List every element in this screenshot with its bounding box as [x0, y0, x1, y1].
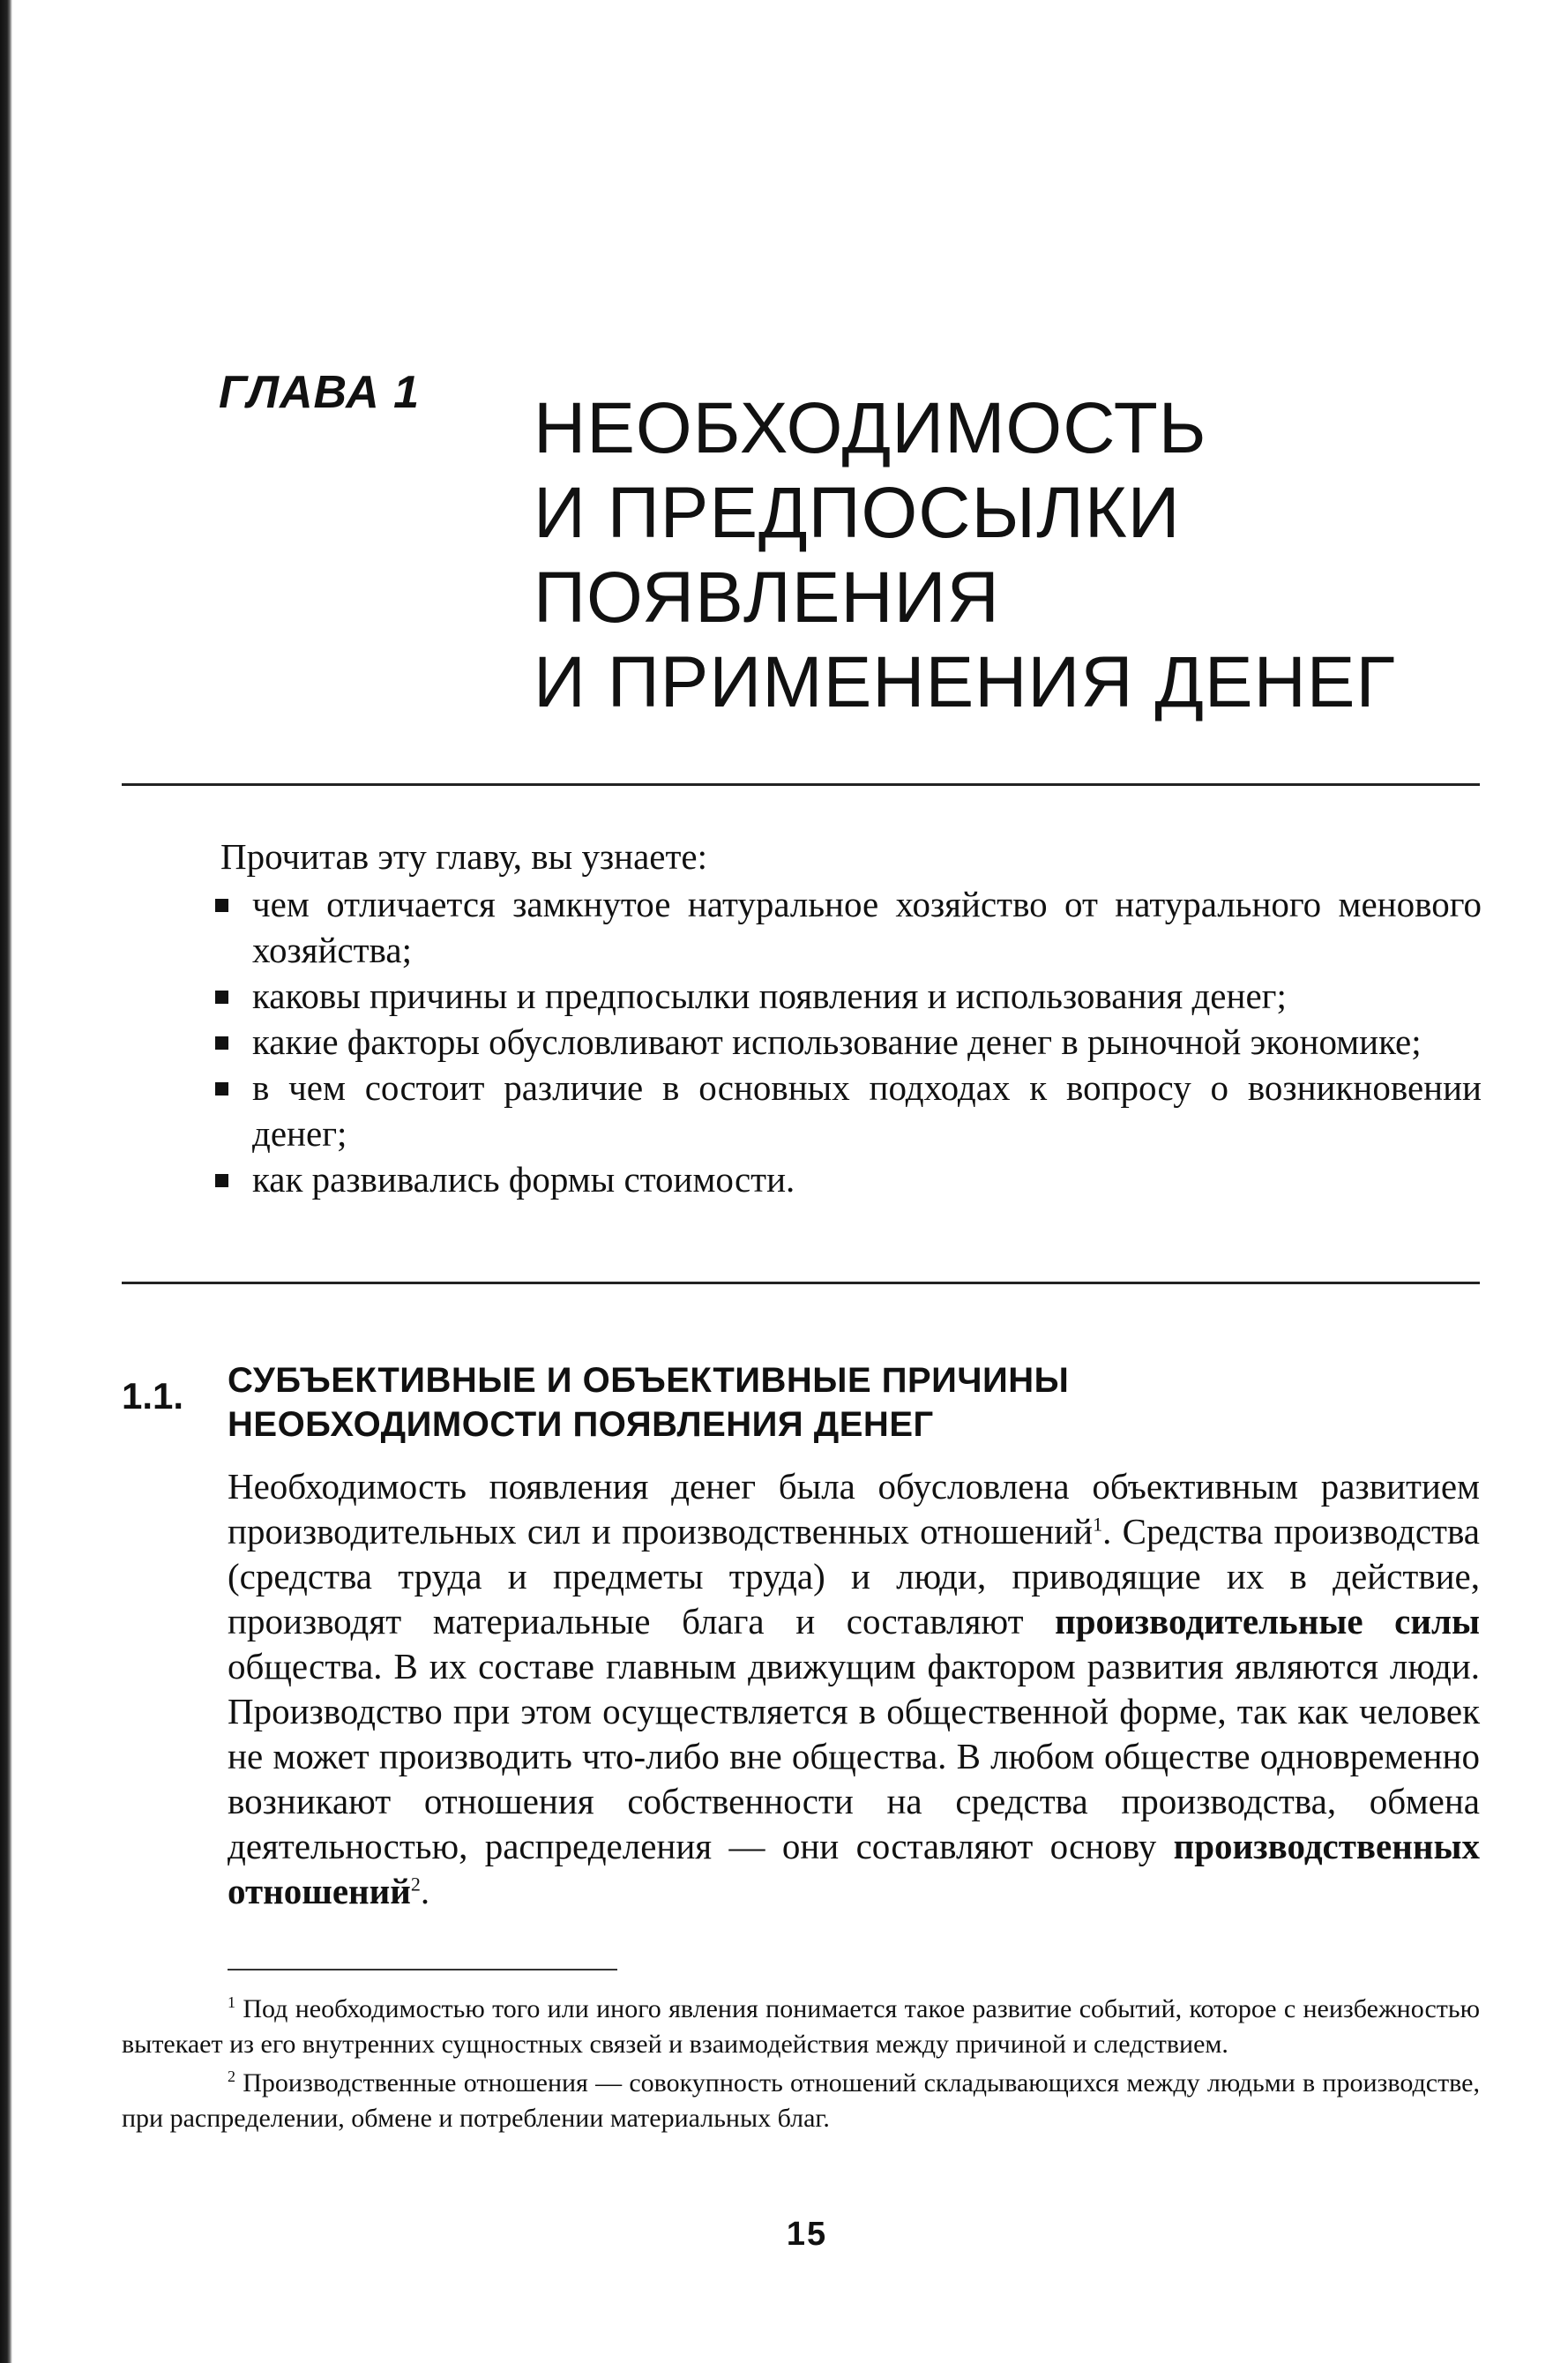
- learning-item: [213, 1156, 1482, 1202]
- key-term: производственных отношений: [228, 1826, 1480, 1911]
- learning-item-text: как развивались формы стоимости.: [252, 1159, 795, 1200]
- chapter-title-line: ПОЯВЛЕНИЯ: [534, 557, 1000, 638]
- section-heading-line: НЕОБХОДИМОСТИ ПОЯВЛЕНИЯ ДЕНЕГ: [228, 1405, 934, 1444]
- square-bullet-icon: [215, 1036, 228, 1050]
- footnote: [122, 1992, 1480, 2062]
- chapter-title-line: И ПРЕДПОСЫЛКИ: [534, 473, 1181, 553]
- square-bullet-icon: [215, 991, 228, 1004]
- learning-item-text: чем отличается замкнутое натуральное хозяйство от натурального менового хозяйства;: [252, 884, 1482, 970]
- footnote: [122, 2066, 1480, 2136]
- page-number: 15: [786, 2216, 828, 2253]
- learning-objectives: [220, 834, 1482, 1202]
- square-bullet-icon: [215, 1174, 228, 1187]
- key-term: производительные силы: [1055, 1601, 1480, 1641]
- chapter-title-line: И ПРИМЕНЕНИЯ ДЕНЕГ: [534, 642, 1396, 722]
- square-bullet-icon: [215, 899, 228, 912]
- learning-item: [213, 881, 1482, 973]
- footnote-ref[interactable]: 2: [410, 1873, 421, 1896]
- learning-item: [213, 1065, 1482, 1156]
- learning-item: [213, 1019, 1482, 1065]
- section-heading-line: СУБЪЕКТИВНЫЕ И ОБЪЕКТИВНЫЕ ПРИЧИНЫ: [228, 1361, 1070, 1400]
- chapter-title: [534, 386, 1460, 725]
- body-text-run: общества. В их составе главным движущим фактором развития являются люди. Производство при этом осуществляется в общественной форме, так как человек не может производить что-либо вне общества. В любом обществе одновременно возникают отношения собственности на средства производства, обмена деятельностью, распределения — они составляют основу: [228, 1646, 1480, 1866]
- learning-item-text: каковы причины и предпосылки появления и использования денег;: [252, 976, 1287, 1016]
- learning-list: [220, 881, 1482, 1202]
- body-text-run: . Средства производства (средства труда и предметы труда) и люди, приводящие их в действие, производят материальные блага и составляют: [228, 1511, 1480, 1641]
- learning-intro: Прочитав эту главу, вы узнаете:: [220, 836, 707, 877]
- chapter-label: ГЛАВА 1: [219, 367, 420, 418]
- footnote-ref[interactable]: 1: [1093, 1513, 1103, 1536]
- square-bullet-icon: [215, 1082, 228, 1096]
- footnote-mark: 2: [228, 2068, 235, 2085]
- learning-item-text: в чем состоит различие в основных подходах к вопросу о возникновении денег;: [252, 1067, 1482, 1154]
- top-divider: [122, 783, 1480, 786]
- chapter-title-line: НЕОБХОДИМОСТЬ: [534, 388, 1207, 468]
- footnote-mark: 1: [228, 1993, 235, 2011]
- learning-item-text: какие факторы обусловливают использование денег в рыночной экономике;: [252, 1021, 1422, 1062]
- body-text-run: Необходимость появления денег была обусловлена объективным развитием производительных сил и производственных отношений: [228, 1466, 1480, 1552]
- learning-item: [213, 973, 1482, 1019]
- body-paragraph: [228, 1464, 1480, 1914]
- footnote-divider: [228, 1969, 617, 1970]
- section-number: 1.1.: [122, 1375, 184, 1417]
- footnote-text: Производственные отношения — совокупность отношений складывающихся между людьми в производстве, при распределении, обмене и потреблении материальных благ.: [122, 2068, 1480, 2133]
- bottom-divider: [122, 1282, 1480, 1284]
- section-heading: [228, 1358, 1480, 1447]
- footnotes: [122, 1992, 1480, 2140]
- footnote-text: Под необходимостью того или иного явления понимается такое развитие событий, которое с неизбежностью вытекает из его внутренних сущностных связей и взаимодействия между причиной и следствием.: [122, 1994, 1480, 2059]
- body-text-run: .: [420, 1871, 430, 1911]
